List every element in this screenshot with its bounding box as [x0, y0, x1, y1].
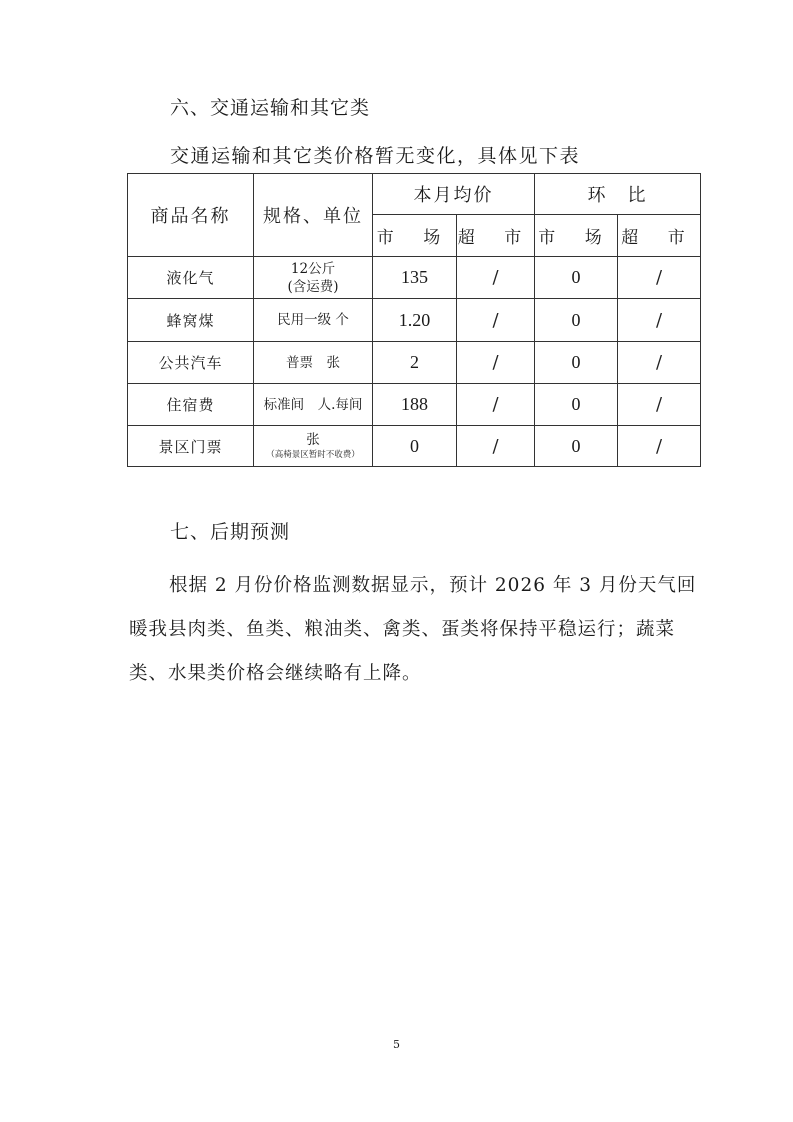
row-market-price: 1.20: [373, 299, 457, 342]
header-month-on-month: 环 比: [535, 174, 701, 215]
row-super-price: /: [457, 299, 535, 342]
row-super-mom: /: [618, 299, 701, 342]
row-name: 蜂窝煤: [128, 299, 254, 342]
row-super-mom: /: [618, 342, 701, 384]
section-6-heading: 六、交通运输和其它类: [170, 97, 371, 119]
section-6-intro: 交通运输和其它类价格暂无变化，具体见下表: [170, 145, 581, 167]
row-spec-note: (含运费): [287, 278, 339, 295]
header-product-name: 商品名称: [128, 174, 254, 257]
price-table: [127, 173, 701, 467]
page-number: 5: [393, 1038, 400, 1051]
row-market-mom: 0: [535, 299, 618, 342]
row-name: 液化气: [128, 257, 254, 299]
row-super-price: /: [457, 257, 535, 299]
section-7-heading: 七、后期预测: [170, 521, 291, 543]
row-spec: [254, 426, 373, 467]
table-row: [128, 257, 701, 299]
subheader-supermarket: 超 市: [618, 215, 701, 257]
row-market-price: 2: [373, 342, 457, 384]
header-avg-price: 本月均价: [373, 174, 535, 215]
subheader-market: 市 场: [373, 215, 457, 257]
row-super-price: /: [457, 342, 535, 384]
row-super-mom: /: [618, 257, 701, 299]
table-row: [128, 342, 701, 384]
row-name: 景区门票: [128, 426, 254, 467]
forecast-text: 根据 2 月份价格监测数据显示，预计 2026 年 3 月份天气回暖我县肉类、鱼类、粮油类、禽类、蛋类将保持平稳运行；蔬菜类、水果类价格会继续略有上降。: [129, 575, 697, 684]
row-spec-main: 12公斤: [290, 260, 336, 277]
row-spec: 民用一级 个: [254, 299, 373, 342]
row-spec: [254, 257, 373, 299]
row-spec: 普票 张: [254, 342, 373, 384]
row-name: 住宿费: [128, 384, 254, 426]
row-market-mom: 0: [535, 384, 618, 426]
row-super-mom: /: [618, 384, 701, 426]
table-row: [128, 426, 701, 467]
row-market-mom: 0: [535, 342, 618, 384]
table-row: [128, 384, 701, 426]
row-super-price: /: [457, 384, 535, 426]
row-super-mom: /: [618, 426, 701, 467]
row-name: 公共汽车: [128, 342, 254, 384]
row-super-price: /: [457, 426, 535, 467]
row-market-price: 0: [373, 426, 457, 467]
row-market-mom: 0: [535, 257, 618, 299]
row-market-price: 135: [373, 257, 457, 299]
row-spec-main: 张: [306, 432, 320, 448]
row-spec-note: （高椅景区暂时不收费）: [266, 450, 360, 460]
subheader-supermarket: 超 市: [457, 215, 535, 257]
header-spec-unit: 规格、单位: [254, 174, 373, 257]
table-row: [128, 299, 701, 342]
row-spec: 标准间 人.每间: [254, 384, 373, 426]
table-header-row: [128, 174, 701, 215]
row-market-price: 188: [373, 384, 457, 426]
row-market-mom: 0: [535, 426, 618, 467]
forecast-paragraph: [129, 564, 709, 696]
subheader-market: 市 场: [535, 215, 618, 257]
